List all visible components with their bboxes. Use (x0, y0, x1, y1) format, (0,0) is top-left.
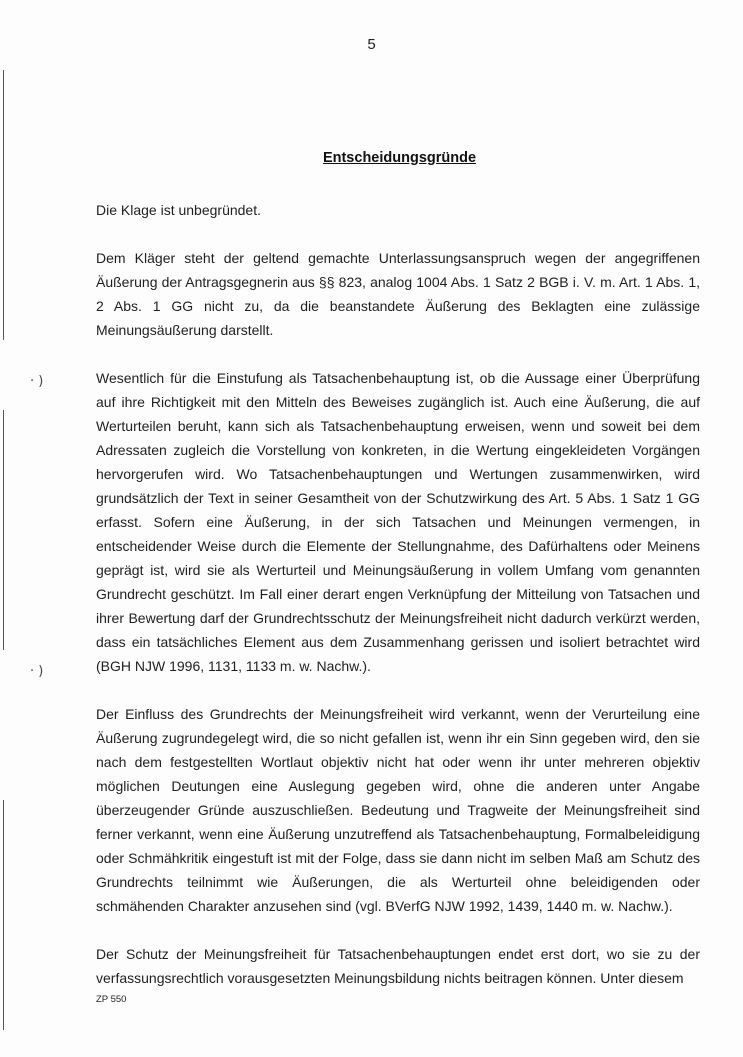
paragraph-4 (96, 702, 700, 918)
paragraph-text: Wesentlich für die Einstufung als Tatsachenbehauptung ist, ob die Aussage einer Überprüfung auf ihre Richtigkeit mit den Mitteln des Beweises zugänglich ist. Auch eine Äußerung, die auf Werturteilen beruht, kann sich als Tatsachenbehauptung erweisen, wenn und soweit bei dem Adressaten zugleich die Vorstellung von konkreten, in die Wertung eingekleideten Vorgängen hervorgerufen wird. Wo Tatsachenbehauptungen und Wertungen zusammenwirken, wird grundsätzlich der Text in seiner Gesamtheit von der Schutzwirkung des Art. 5 Abs. 1 Satz 1 GG erfasst. Sofern eine Äußerung, in der sich Tatsachen und Meinungen vermengen, in entscheidender Weise durch die Elemente der Stellungnahme, des Dafürhaltens oder Meinens geprägt ist, wird sie als Werturteil und Meinungsäußerung in vollem Umfang vom genannten Grundrecht geschützt. Im Fall einer derart engen Verknüpfung der Mitteilung von Tatsachen und ihrer Bewertung darf der Grundrechtsschutz der Meinungsfreiheit nicht dadurch verkürzt werden, dass ein tatsächliches Element aus dem Zusammenhang gerissen und isoliert betrachtet wird (BGH NJW 1996, 1131, 1133 m. w. Nachw.). (96, 370, 700, 674)
paragraph-text: Dem Kläger steht der geltend gemachte Unterlassungsanspruch wegen der angegriffenen Äußerung der Antragsgegnerin aus §§ 823, analog 1004 Abs. 1 Satz 2 BGB i. V. m. Art. 1 Abs. 1, 2 Abs. 1 GG nicht zu, da die beanstandete Äußerung des Beklagten eine zulässige Meinungsäußerung darstellt. (96, 250, 700, 338)
scan-edge-line (3, 410, 4, 650)
paragraph-text: Der Schutz der Meinungsfreiheit für Tatsachenbehauptungen endet erst dort, wo sie zu der verfassungsrechtlich vorausgesetzten Meinungsbildung nichts beitragen können. Unter diesem (96, 946, 700, 986)
paragraph-1 (96, 198, 700, 222)
scan-edge-line (3, 800, 4, 1030)
section-heading: Entscheidungsgründe (322, 150, 477, 166)
paragraph-text: Die Klage ist unbegründet. (96, 202, 261, 218)
paragraph-5 (96, 942, 700, 990)
paragraph-text: Der Einfluss des Grundrechts der Meinungsfreiheit wird verkannt, wenn der Verurteilung eine Äußerung zugrundegelegt wird, die so nicht gefallen ist, wenn ihr ein Sinn gegeben wird, den sie nach dem festgestellten Wortlaut objektiv nicht hat oder wenn ihr unter mehreren objektiv möglichen Deutungen eine Auslegung gegeben wird, ohne die anderen unter Angabe überzeugender Gründe auszuschließen. Bedeutung und Tragweite der Meinungsfreiheit sind ferner verkannt, wenn eine Äußerung unzutreffend als Tatsachenbehauptung, Formalbeleidigung oder Schmähkritik eingestuft ist mit der Folge, dass sie dann nicht im selben Maß am Schutz des Grundrechts teilnimmt wie Äußerungen, die als Werturteil ohne beleidigenden oder schmähenden Charakter anzusehen sind (vgl. BVerfG NJW 1992, 1439, 1440 m. w. Nachw.). (96, 706, 700, 914)
paragraph-2 (96, 246, 700, 342)
page-number: 5 (367, 36, 376, 53)
paragraph-3 (96, 366, 700, 678)
punch-hole-mark: · ) (30, 374, 44, 389)
scan-edge-line (3, 70, 4, 340)
punch-hole-mark: · ) (30, 664, 44, 679)
footer-form-code: ZP 550 (96, 994, 127, 1005)
